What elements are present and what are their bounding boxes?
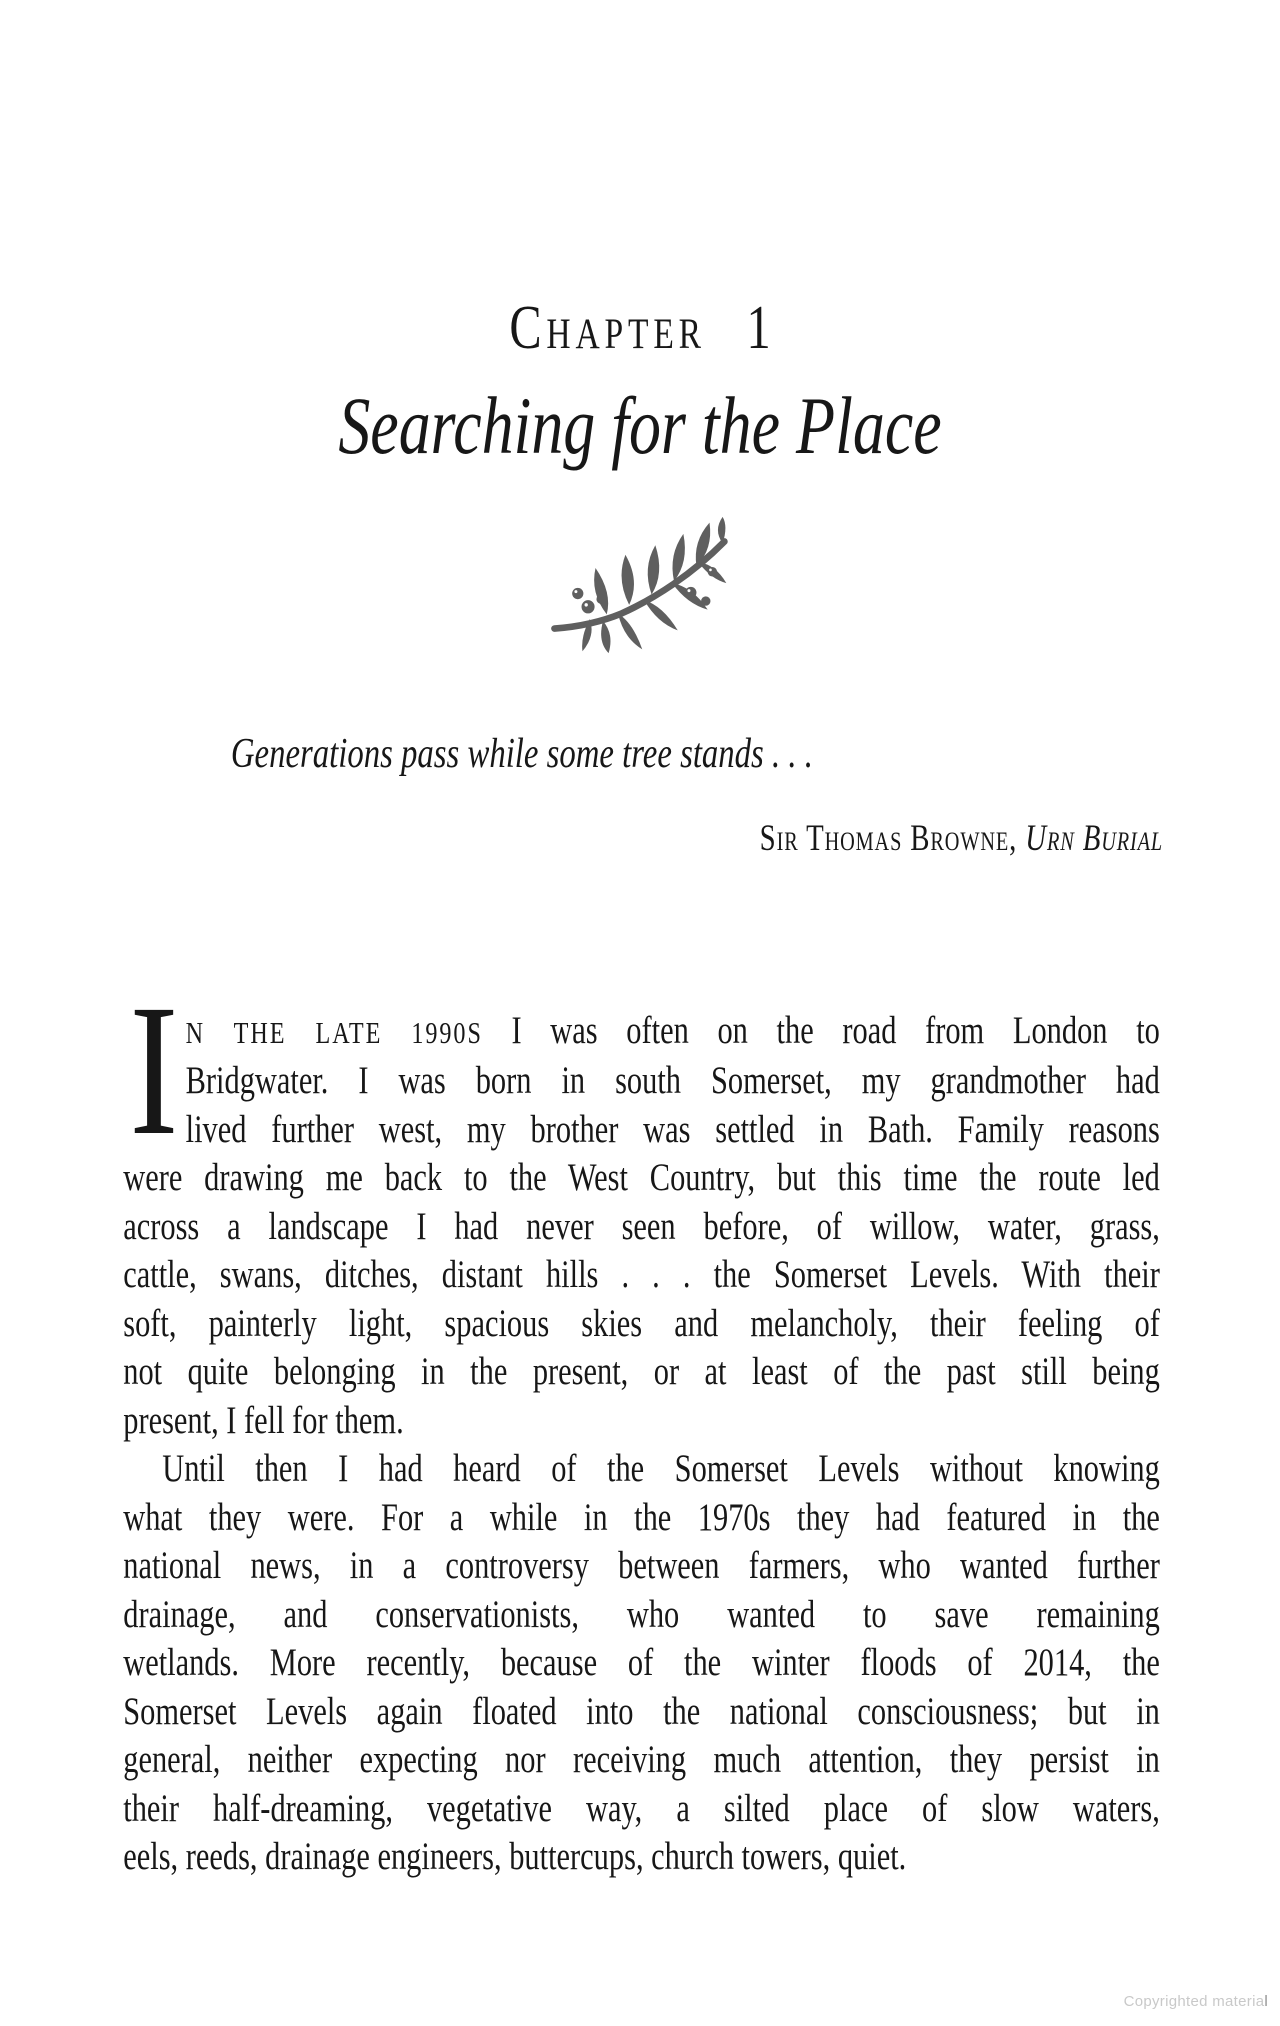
attribution-author: Sir Thomas Browne, [759, 818, 1018, 860]
text-line: eels, reeds, drainage engineers, buttercups, church towers, quiet. [123, 1835, 907, 1879]
text-line: national news, in a controversy between farmers, who wanted further [123, 1544, 1160, 1588]
text-line: their half-dreaming, vegetative way, a silted place of slow waters, [123, 1786, 1160, 1830]
text-line: Somerset Levels again floated into the national consciousness; but in [123, 1689, 1160, 1733]
epigraph-quote: Generations pass while some tree stands . . . [230, 731, 813, 778]
chapter-number: 1 [746, 294, 771, 362]
attribution-work-title: Urn Burial [1025, 818, 1163, 860]
text-line: Bridgwater. I was born in south Somerset, my grandmother had [185, 1059, 1160, 1103]
drop-cap: I [129, 964, 179, 1174]
paragraph-2 [123, 1445, 1160, 1882]
body-text [123, 964, 1160, 1882]
epigraph-attribution [0, 817, 1280, 861]
text-line: not quite belonging in the present, or at least of the past still being [123, 1350, 1160, 1394]
text-line: across a landscape I had never seen before, of willow, water, grass, [123, 1204, 1160, 1248]
chapter-title: Searching for the Place [338, 380, 942, 471]
text-line: general, neither expecting nor receiving much attention, they persist in [123, 1738, 1160, 1782]
text-line: N THE LATE 1990S I was often on the road from London to [185, 1008, 1160, 1052]
text-line: present, I fell for them. [123, 1398, 404, 1442]
text-line: were drawing me back to the West Country, but this time the route led [123, 1156, 1160, 1200]
paragraph-1 [123, 964, 1160, 1446]
text-line: drainage, and conservationists, who wanted to save remaining [123, 1592, 1160, 1636]
small-caps-opener: N THE LATE 1990S [185, 1014, 483, 1050]
chapter-heading [0, 0, 1280, 362]
text-line: soft, painterly light, spacious skies and melancholy, their feeling of [123, 1301, 1160, 1345]
copyright-watermark: Copyrighted material [1123, 1993, 1268, 2010]
text-line: Until then I had heard of the Somerset Levels without knowing [162, 1447, 1160, 1491]
text-line: wetlands. More recently, because of the winter floods of 2014, the [123, 1641, 1160, 1685]
text-line: what they were. For a while in the 1970s they had featured in the [123, 1495, 1160, 1539]
text-line: lived further west, my brother was settled in Bath. Family reasons [185, 1107, 1160, 1151]
chapter-label: Chapter [509, 294, 706, 362]
leaf-branch-ornament-icon [0, 515, 1280, 655]
text-line: cattle, swans, ditches, distant hills . . . the Somerset Levels. With their [123, 1253, 1160, 1297]
